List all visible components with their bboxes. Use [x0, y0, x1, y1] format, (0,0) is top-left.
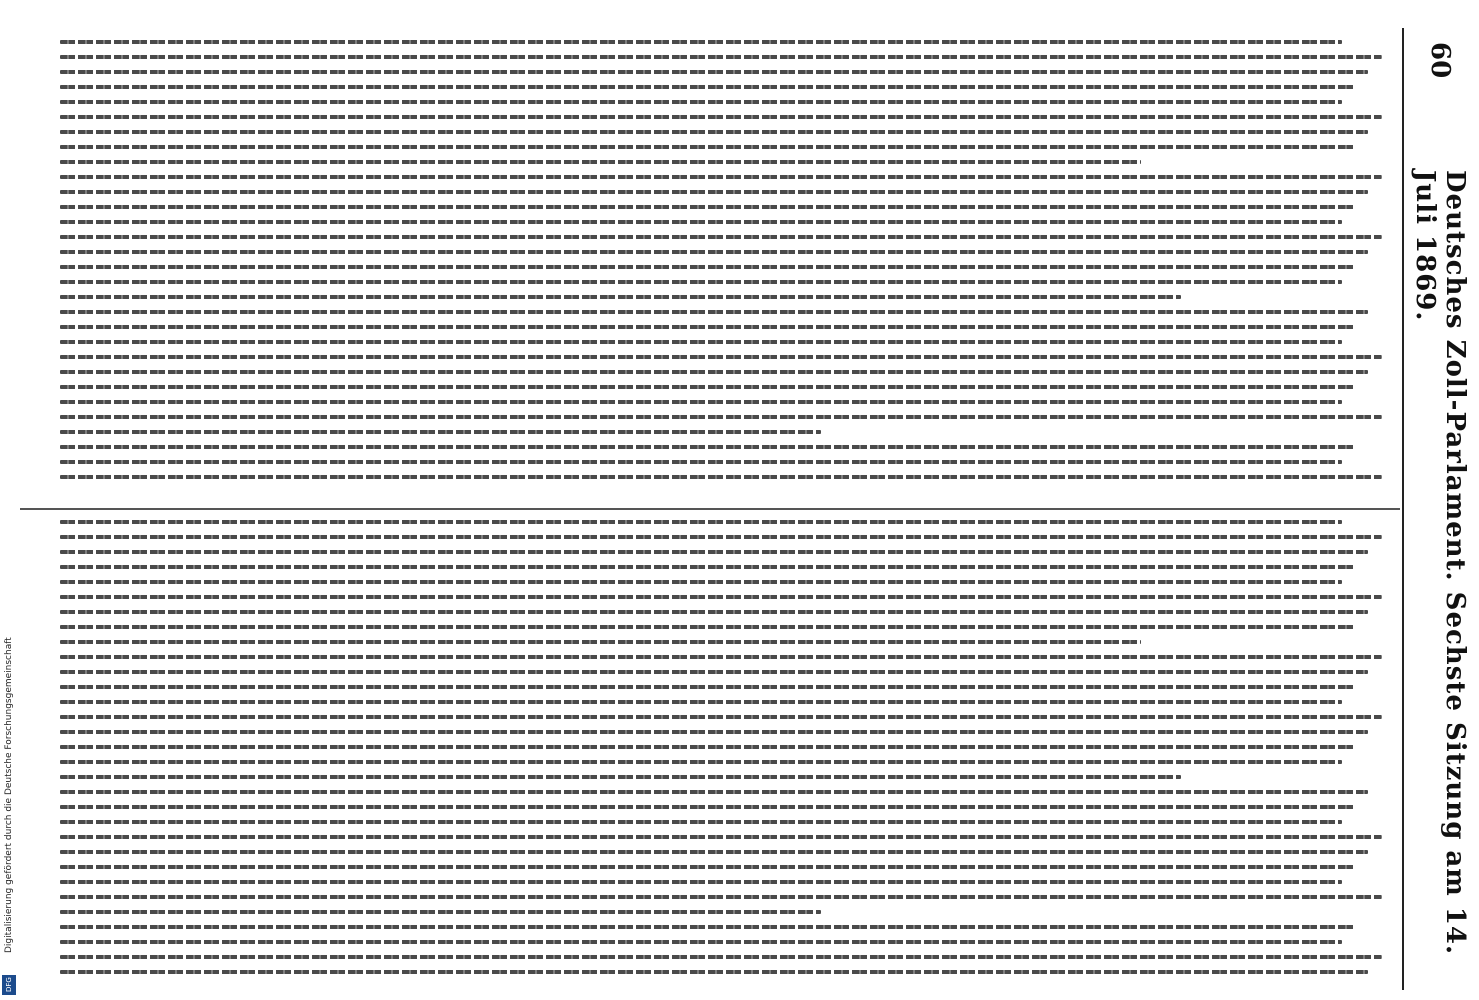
text-column-left [60, 40, 1395, 500]
text-line [60, 760, 1342, 764]
text-line [60, 880, 1342, 884]
text-line [60, 430, 821, 434]
text-line [60, 655, 1382, 659]
page-number: 60 [1425, 41, 1455, 79]
text-line [60, 415, 1382, 419]
text-line [60, 460, 1342, 464]
text-line [60, 670, 1368, 674]
text-line [60, 100, 1342, 104]
text-line [60, 190, 1368, 194]
text-line [60, 145, 1355, 149]
page-header [1410, 30, 1470, 990]
text-line [60, 70, 1368, 74]
text-line [60, 550, 1368, 554]
digitization-credit: Digitalisierung gefördert durch die Deutsche Forschungsgemeinschaft [4, 637, 14, 953]
text-line [60, 370, 1368, 374]
text-line [60, 340, 1342, 344]
text-line [60, 580, 1342, 584]
text-line [60, 175, 1382, 179]
text-line [60, 55, 1382, 59]
text-line [60, 955, 1382, 959]
text-line [60, 310, 1368, 314]
text-line [60, 265, 1355, 269]
text-line [60, 970, 1368, 974]
running-title: Deutsches Zoll-Parlament. Sechste Sitzung am 14. Juli 1869. [1410, 170, 1470, 956]
text-line [60, 295, 1181, 299]
text-line [60, 790, 1368, 794]
text-line [60, 715, 1382, 719]
text-line [60, 865, 1355, 869]
text-line [60, 205, 1355, 209]
text-line [60, 385, 1355, 389]
text-line [60, 850, 1368, 854]
text-line [60, 280, 1342, 284]
text-line [60, 535, 1382, 539]
text-line [60, 940, 1342, 944]
text-line [60, 730, 1368, 734]
text-line [60, 250, 1368, 254]
text-line [60, 400, 1342, 404]
text-line [60, 85, 1355, 89]
text-line [60, 835, 1382, 839]
column-divider [20, 508, 1400, 510]
text-line [60, 595, 1382, 599]
text-line [60, 700, 1342, 704]
text-line [60, 325, 1355, 329]
text-line [60, 445, 1355, 449]
text-line [60, 910, 821, 914]
header-rule [1402, 28, 1404, 990]
text-line [60, 235, 1382, 239]
text-line [60, 895, 1382, 899]
text-column-right [60, 520, 1395, 990]
text-line [60, 685, 1355, 689]
text-line [60, 610, 1368, 614]
text-line [60, 520, 1342, 524]
text-line [60, 820, 1342, 824]
text-line [60, 565, 1355, 569]
text-line [60, 805, 1355, 809]
text-line [60, 220, 1342, 224]
text-line [60, 775, 1181, 779]
text-line [60, 625, 1355, 629]
text-line [60, 130, 1368, 134]
text-line [60, 40, 1342, 44]
text-line [60, 475, 1382, 479]
text-line [60, 640, 1141, 644]
text-line [60, 160, 1141, 164]
text-line [60, 745, 1355, 749]
text-line [60, 355, 1382, 359]
dfg-logo: DFG [2, 975, 16, 995]
text-line [60, 925, 1355, 929]
text-line [60, 115, 1382, 119]
